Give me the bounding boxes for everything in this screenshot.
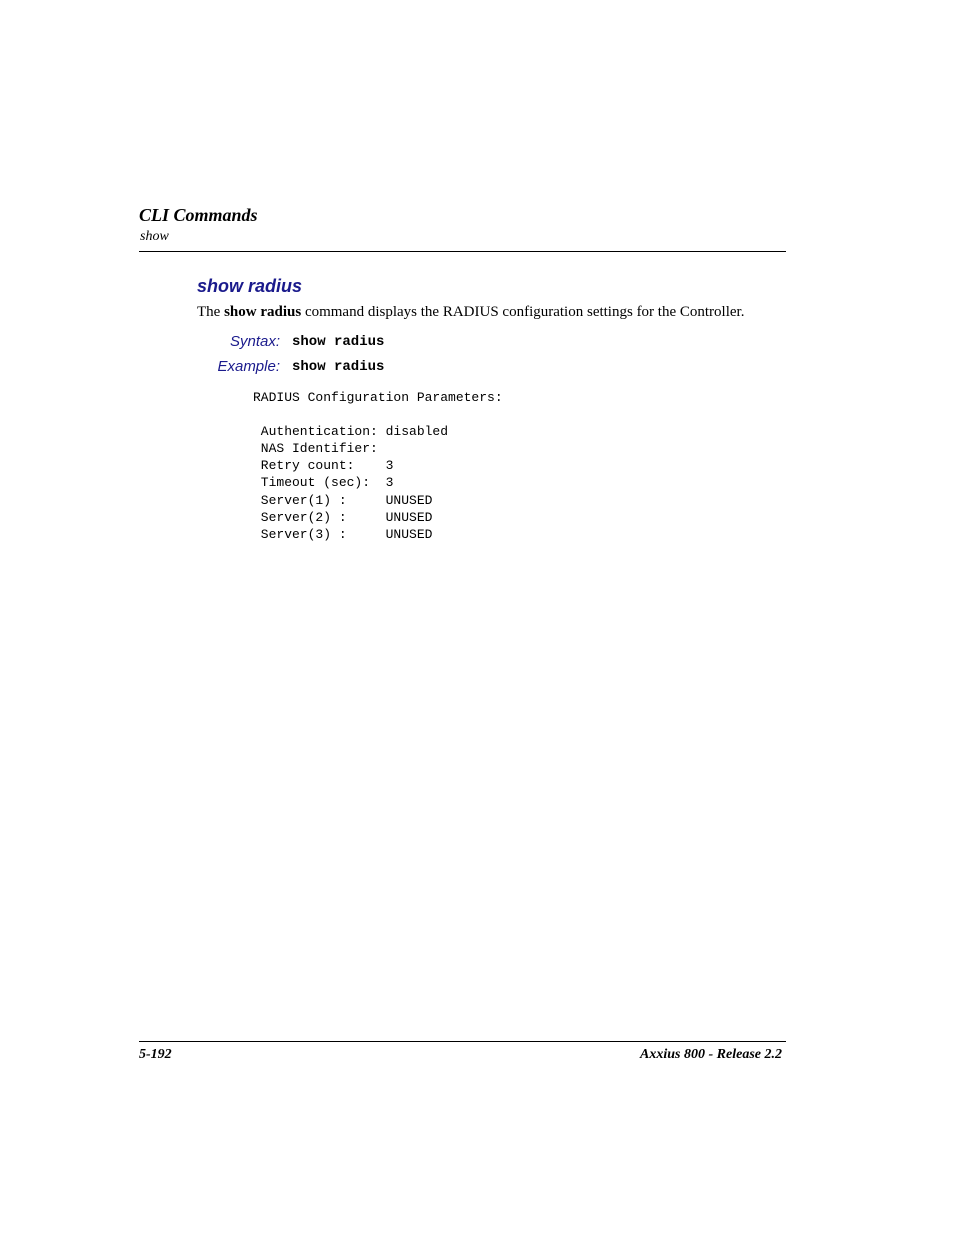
syntax-row [0,332,954,352]
intro-prefix: The [197,304,225,320]
example-label: Example: [217,358,280,375]
section-title: show radius [197,276,303,296]
footer-product-release: Axxius 800 - Release 2.2 [640,1047,782,1062]
example-row [0,357,954,377]
running-header-section: show [140,229,169,244]
running-header-title: CLI Commands [139,205,258,225]
intro-suffix: command displays the RADIUS configuration settings for the Controller. [301,304,745,320]
page-number: 5-192 [139,1047,172,1062]
footer-rule [139,1041,786,1042]
syntax-label: Syntax: [229,333,280,350]
header-rule [139,251,786,252]
intro-command: show radius [224,304,302,320]
syntax-command: show radius [292,334,385,350]
command-output: RADIUS Configuration Parameters: Authentication: disabled NAS Identifier: Retry count: 3 Timeout (sec): 3 Server(1) : UNUSED Server(2) : UNUSED Server(3) : UNUSED [253,390,503,542]
example-command: show radius [292,359,385,375]
intro-paragraph [197,303,744,322]
